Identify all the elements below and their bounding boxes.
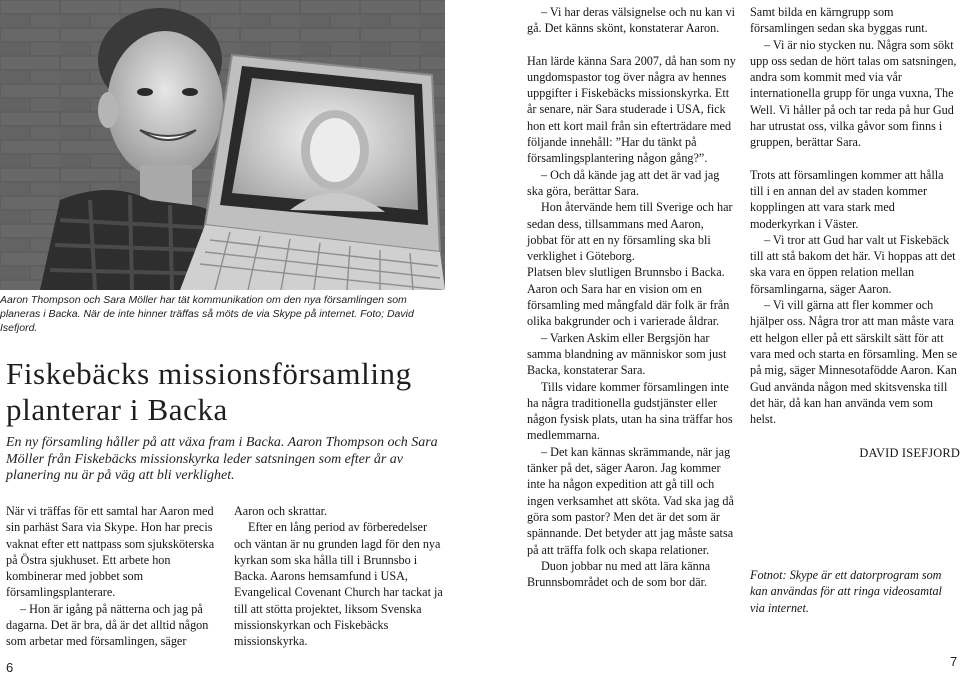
paragraph: – Vi tror att Gud har valt ut Fiskebäck till att stå bakom det här. Vi hoppas att det ska vara en öppen relation mellan församlingarna, säger Aaron.: [750, 232, 956, 296]
article-lead: En ny församling håller på att växa fram i Backa. Aaron Thompson och Sara Möller från Fiskebäcks missionskyrka leder satsningen som efter år av planering nu är på väg att bli verklighet.: [6, 435, 438, 484]
paragraph: Tills vidare kommer församlingen inte ha några traditionella gudstjänster eller någon fysisk plats, utan ha sina träffar hos medlemmarna.: [527, 379, 733, 443]
paragraph: Samt bilda en kärngrupp som församlingen sedan ska byggas runt.: [750, 5, 928, 36]
paragraph: Duon jobbar nu med att lära känna Brunnsbområdet och de som bor där.: [527, 558, 711, 590]
photo-laptop-skype-icon: [0, 0, 445, 290]
paragraph: – Hon är igång på nätterna och jag på dagarna. Det är bra, då är det alltid någon som arbetar med församlingen, säger: [6, 601, 209, 649]
photo-caption: Aaron Thompson och Sara Möller har tät kommunikation om den nya församlingen som planeras i Backa. När de inte hinner träffas så möts de via Skype på internet. Foto; David Isefjord.: [0, 294, 414, 334]
article-headline: [6, 356, 446, 428]
paragraph: När vi träffas för ett samtal har Aaron med sin parhäst Sara via Skype. Hon har precis vaknat efter ett nattpass som sjuksköterska på Östra sjukhuset. Ett arbete hon kombinerar med jobbet som församlingsplanterare.: [6, 504, 215, 600]
text-column-3: [527, 4, 737, 590]
paragraph: – Vi vill gärna att fler kommer och hjälper oss. Några tror att man måste vara ett helgon eller på ett särskilt sätt för att vara med och starta en församling. Men se på mig, säger Minnesotafödde Aaron. Kan Gud använda någon med skitsvenska till det här, då kan han använda vem som helst.: [750, 298, 958, 427]
paragraph: Aaron och skrattar.: [234, 504, 328, 518]
paragraph: Platsen blev slutligen Brunnsbo i Backa. Aaron och Sara har en vision om en församling med mångfald där folk är från olika bakgrunder och i varierade åldrar.: [527, 265, 730, 329]
paragraph: – Varken Askim eller Bergsjön har samma blandning av människor som just Backa, konstaterar Sara.: [527, 330, 727, 378]
headline-line-1: Fiskebäcks missionsförsamling: [6, 356, 412, 391]
page-number-left: 6: [6, 660, 14, 675]
footnote: Fotnot: Skype är ett datorprogram som kan användas för att ringa videosamtal via internet.: [750, 568, 942, 615]
paragraph: Efter en lång period av förberedelser och väntan är nu grunden lagd för den nya kyrkan som ska hålla till i Brunnsbo i Backa. Aarons hemsamfund i USA, Evangelical Covenant Church har tackat ja till att stötta projektet, liksom Svenska missionskyrkan och Fiskebäcks missionskyrka.: [234, 520, 443, 649]
headline-line-2: planterar i Backa: [6, 392, 228, 427]
paragraph: Hon återvände hem till Sverige och har sedan dess, tillsammans med Aaron, jobbat för att en ny församling ska bli verklighet i Göteborg.: [527, 200, 733, 264]
paragraph: – Vi är nio stycken nu. Några som sökt upp oss sedan de hört talas om satsningen, andra som kommit med via vår internationella grupp för unga vuxna, The Well. Vi håller på och tar reda på hur Gud har utrustat oss, vilka gåvor som finns i gruppen, berättar Sara.: [750, 37, 957, 150]
paragraph: – Det kan kännas skrämmande, när jag tänker på det, säger Aaron. Jag kommer inte ha någon expedition att gå till och ingen verksamhet att sköta. Vad ska jag då göra som pastor? Men det är det som är spännande. Det betyder att jag måste satsa på att träffa folk och skapa relationer.: [527, 444, 734, 557]
text-column-2: [234, 503, 446, 650]
author-byline: DAVID ISEFJORD: [859, 446, 960, 461]
text-column-4: [750, 4, 960, 462]
paragraph: Han lärde känna Sara 2007, då han som ny ungdomspastor tog över några av hennes uppgifter i Fiskebäcks missionskyrka. Ett år senare, när Sara studerade i USA, fick hon ett kort mail från sin efterträdare med följande innehåll: ”Har du tänkt på församlingsplantering någon gång?”.: [527, 53, 736, 166]
paragraph: – Vi har deras välsignelse och nu kan vi gå. Det känns skönt, konstaterar Aaron.: [527, 5, 735, 36]
article-photo: [0, 0, 445, 290]
paragraph: Trots att församlingen kommer att hålla till i en annan del av staden kommer kopplingen att vara stark med moderkyrkan i Väster.: [750, 167, 944, 231]
text-column-1: [6, 503, 220, 650]
paragraph: – Och då kände jag att det är vad jag ska göra, berättar Sara.: [527, 167, 720, 198]
page-number-right: 7: [950, 654, 958, 669]
